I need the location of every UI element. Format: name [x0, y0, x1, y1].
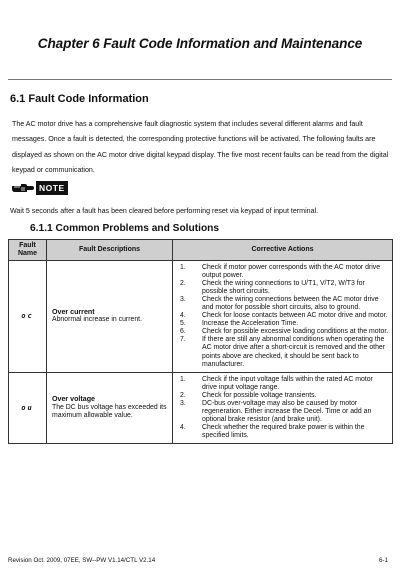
note-label: NOTE: [36, 181, 68, 195]
action-item: [180, 296, 389, 312]
action-item: [180, 376, 389, 392]
action-number: 3.: [180, 296, 186, 304]
action-text: Check the wiring connections between the AC motor drive and motor for possible short circuits, also to ground.: [202, 296, 379, 312]
note-marker: [11, 181, 68, 195]
action-number: 5.: [180, 320, 186, 328]
action-text: If there are still any abnormal conditions when operating the AC motor drive after a short-circuit is removed and the other points above are checked, it should be sent back to manufacturer.: [202, 336, 386, 368]
fault-title: Over voltage: [52, 395, 95, 404]
section-heading: 6.1 Fault Code Information: [10, 93, 149, 105]
action-number: 3.: [180, 399, 186, 407]
fault-detail: The DC bus voltage has exceeded its maximum allowable value.: [52, 403, 167, 419]
action-text: Check for possible excessive loading conditions at the motor.: [202, 328, 389, 336]
header-fault-descriptions: Fault Descriptions: [47, 240, 173, 261]
header-corrective-actions: Corrective Actions: [173, 240, 393, 261]
action-item: [180, 328, 389, 336]
fault-title: Over current: [52, 308, 95, 316]
action-number: 4.: [180, 423, 186, 431]
table-row: [9, 372, 393, 443]
action-text: Check whether the required brake power is within the specified limits.: [202, 423, 365, 439]
corrective-actions: [173, 372, 393, 443]
action-text: Increase the Acceleration Time.: [202, 320, 299, 328]
fault-description: [47, 372, 173, 443]
header-fault-name: Fault Name: [9, 240, 47, 261]
action-text: Check for loose contacts between AC motor drive and motor.: [202, 312, 388, 320]
chapter-title: Chapter 6 Fault Code Information and Maintenance: [37, 36, 363, 51]
action-item: [180, 392, 389, 400]
action-item: [180, 400, 389, 424]
hand-pointer-icon: [11, 182, 35, 194]
fault-table: [8, 239, 393, 444]
action-item: [180, 336, 389, 368]
action-text: Check if the input voltage falls within the rated AC motor drive input voltage range.: [202, 375, 373, 391]
fault-description: [47, 261, 173, 373]
fault-code: oc: [9, 261, 47, 373]
page-number: 6-1: [379, 557, 388, 564]
action-number: 2.: [180, 391, 186, 399]
action-number: 6.: [180, 328, 186, 336]
action-item: [180, 264, 389, 280]
action-text: Check if motor power corresponds with the AC motor drive output power.: [202, 264, 381, 280]
action-number: 4.: [180, 312, 186, 320]
subsection-heading: 6.1.1 Common Problems and Solutions: [30, 223, 220, 234]
action-number: 7.: [180, 336, 186, 344]
action-text: DC-bus over-voltage may also be caused by motor regeneration. Either increase the Decel. Time or add an optional brake resistor (and brake unit).: [202, 399, 372, 423]
action-item: [180, 320, 389, 328]
action-number: 1.: [180, 264, 186, 271]
action-number: 2.: [180, 280, 186, 288]
table-row: [9, 261, 393, 373]
table-header-row: [9, 240, 393, 261]
action-item: [180, 280, 389, 296]
fault-detail: Abnormal increase in current.: [52, 316, 143, 324]
note-text: Wait 5 seconds after a fault has been cleared before performing reset via keypad of input terminal.: [10, 207, 319, 215]
intro-paragraph: The AC motor drive has a comprehensive fault diagnostic system that includes several different alarms and fault messages. Once a fault is detected, the corresponding protective functions will be activated. The following faults are displayed as shown on the AC motor drive digital keypad display. The five most recent faults can be read from the digital keypad or communication.: [12, 120, 389, 175]
action-item: [180, 424, 389, 440]
fault-code: ou: [9, 372, 47, 443]
action-text: Check for possible voltage transients.: [202, 391, 317, 399]
title-divider: [8, 79, 392, 80]
action-item: [180, 312, 389, 320]
corrective-actions: [173, 261, 393, 373]
footer-revision: Revision Oct. 2009, 07EE, SW--PW V1.14/CTL V2.14: [8, 557, 156, 564]
action-text: Check the wiring connections to U/T1, V/T2, W/T3 for possible short circuits.: [202, 280, 365, 296]
action-number: 1.: [180, 375, 186, 383]
